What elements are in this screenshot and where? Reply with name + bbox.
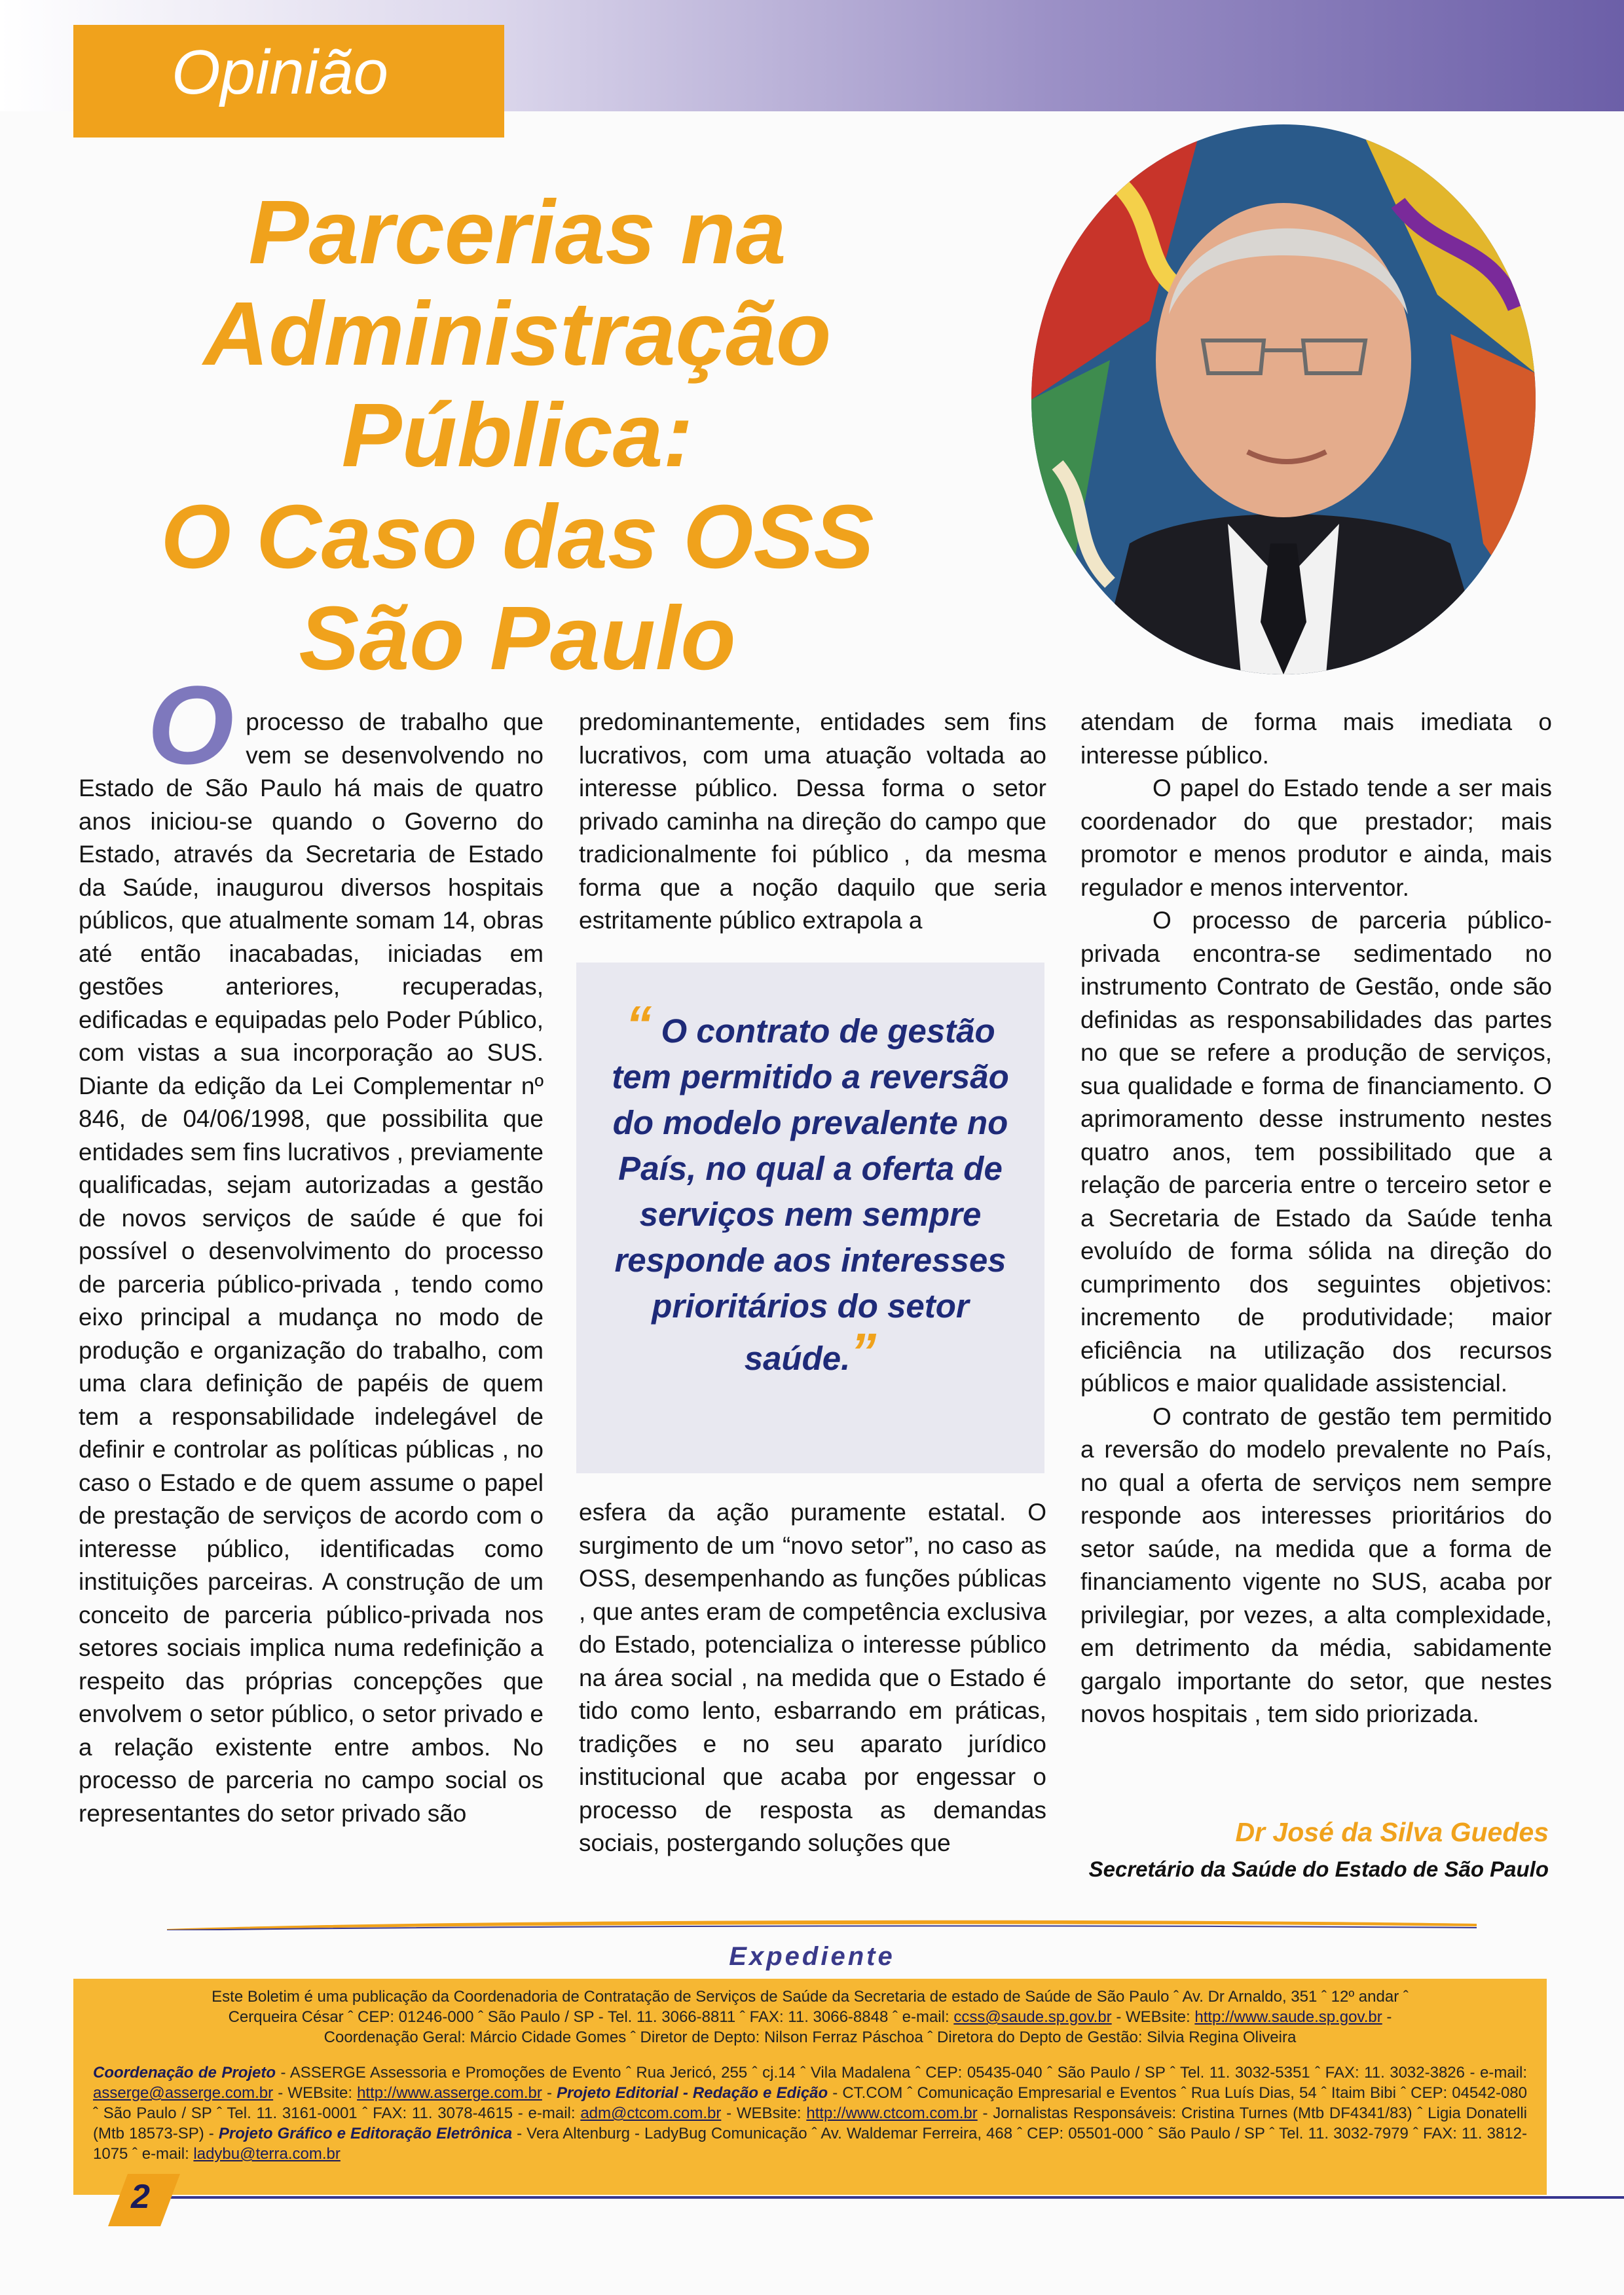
pull-quote-box xyxy=(576,963,1044,1473)
website-link[interactable]: http://www.saude.sp.gov.br xyxy=(1194,2008,1382,2026)
credit-text: - Jornalistas Responsáveis: Cristina Turnes (Mtb DF4341/83) ˆ Ligia Donatelli (Mtb 18573-SP) - xyxy=(93,2104,1527,2142)
article-column-2-top xyxy=(579,706,1046,938)
expediente-credits xyxy=(93,2063,1527,2164)
credit-label: Projeto Editorial - Redação e Edição xyxy=(557,2084,828,2102)
portrait-image xyxy=(1031,124,1536,674)
article-column-3 xyxy=(1080,706,1552,1731)
article-text: O papel do Estado tende a ser mais coordenador do que prestador; mais promotor e menos produtor e ainda, mais regulador e menos interventor. xyxy=(1080,775,1552,901)
expediente-title: Expediente xyxy=(729,1942,895,1971)
credit-text: - CT.COM ˆ Comunicação Empresarial e Eventos ˆ Rua Luís Dias, 54 ˆ Itaim Bibi ˆ CEP: 04542-080 ˆ São Paulo / SP ˆ Tel. 11. 3161-0001 ˆ FAX: 11. 3078-4615 - e-mail: xyxy=(93,2084,1528,2122)
title-line: Pública: xyxy=(341,385,693,486)
email-link[interactable]: adm@ctcom.com.br xyxy=(580,2104,722,2122)
author-portrait xyxy=(1031,124,1536,674)
divider-swoosh xyxy=(167,1917,1477,1930)
expediente-text: Cerqueira César ˆ CEP: 01246-000 ˆ São Paulo / SP - Tel. 11. 3066-8811 ˆ FAX: 11. 3066-8848 ˆ e-mail: xyxy=(228,2008,954,2026)
expediente-line: Coordenação Geral: Márcio Cidade Gomes ˆ Diretor de Depto: Nilson Ferraz Páschoa ˆ Diretora do Depto de Gestão: Silvia Regina Oliveira xyxy=(323,2029,1297,2046)
expediente-header xyxy=(93,1987,1527,2047)
quote-open-mark: “ xyxy=(625,995,652,1054)
author-title: Secretário da Saúde do Estado de São Paulo xyxy=(1088,1857,1549,1881)
email-link[interactable]: ccss@saude.sp.gov.br xyxy=(953,2008,1112,2026)
page-number: 2 xyxy=(131,2178,150,2216)
article-column-1 xyxy=(79,663,544,1830)
email-link[interactable]: ladybu@terra.com.br xyxy=(193,2145,341,2163)
credit-text: - WEBsite: xyxy=(273,2084,358,2102)
title-line: O Caso das OSS xyxy=(160,487,874,587)
credit-label: Coordenação de Projeto xyxy=(93,2064,276,2082)
website-link[interactable]: http://www.ctcom.com.br xyxy=(806,2104,978,2122)
article-title xyxy=(131,182,904,689)
expediente-line xyxy=(93,2007,1527,2027)
pull-quote-text: O contrato de gestão tem permitido a reversão do modelo prevalente no País, no qual a oferta de serviços nem sempre responde aos interesses prioritários do setor saúde. xyxy=(612,1012,1009,1377)
credit-text: - Vera Altenburg - LadyBug Comunicação ˆ Av. Waldemar Ferreira, 468 ˆ CEP: 05501-000 ˆ São Paulo / SP ˆ Tel. 11. 3032-7979 ˆ FAX: 11. 3812-1075 ˆ e-mail: xyxy=(93,2125,1527,2163)
title-line: São Paulo xyxy=(299,588,736,689)
title-line: Administração xyxy=(203,284,832,384)
credit-text: - ASSERGE Assessoria e Promoções de Evento ˆ Rua Jericó, 255 ˆ cj.14 ˆ Vila Madalena ˆ CEP: 05435-040 ˆ São Paulo / SP ˆ Tel. 11. 3032-5351 ˆ FAX: 11. 3032-3826 - e-mail: xyxy=(276,2064,1527,2082)
credit-text: - WEBsite: xyxy=(721,2104,807,2122)
article-column-2-bottom xyxy=(579,1496,1046,1860)
credit-label: Projeto Gráfico e Editoração Eletrônica xyxy=(218,2125,513,2142)
section-label: Opinião xyxy=(172,37,388,107)
title-line: Parcerias na xyxy=(248,182,786,283)
pull-quote xyxy=(596,995,1025,1382)
email-link[interactable]: asserge@asserge.com.br xyxy=(93,2084,274,2102)
website-link[interactable]: http://www.asserge.com.br xyxy=(357,2084,542,2102)
article-text: processo de trabalho que vem se desenvolvendo no Estado de São Paulo há mais de quatro anos iniciou-se quando o Governo do Estado, através da Secretaria de Estado da Saúde, inaugurou diversos hospitais públicos, que atualmente somam 14, obras até então inacabadas, iniciadas em gestões anteriores, recuperadas, edificadas e equipadas pelo Poder Público, com vistas a sua incorporação ao SUS. Diante da edição da Lei Complementar nº 846, de 04/06/1998, que possibilita que entidades sem fins lucrativos , previamente qualificadas, sejam autorizadas a gestão de novos serviços de saúde é que foi possível o desenvolvimento do processo de parceria público-privada , tendo como eixo principal a mudança no modo de produção e organização do trabalho, com uma clara definição de papéis de quem tem a responsabilidade indelegável de definir e controlar as políticas públicas , no caso o Estado e de quem assume o papel de prestação de serviços de acordo com o interesse público, identificadas como instituições parceiras. A construção de um conceito de parceria público-privada nos setores sociais implica numa redefinição a respeito das próprias concepções que envolvem o setor público, o setor privado e a relação existente entre ambos. No processo de parceria no campo social os representantes do setor privado são xyxy=(79,708,544,1827)
article-text: esfera da ação puramente estatal. O surgimento de um “novo setor”, no caso as OSS, desempenhando as funções públicas , que antes eram de competência exclusiva do Estado, potencializa o interesse público na área social , na medida que o Estado é tido como lento, esbarrando em práticas, tradições e no seu aparato jurídico institucional que acaba por engessar o processo de resposta as demandas sociais, postergando soluções que xyxy=(579,1499,1046,1856)
footer-rule xyxy=(144,2196,1624,2199)
article-text: predominantemente, entidades sem fins lucrativos, com uma atuação voltada ao interesse público. Dessa forma o setor privado caminha na direção do campo que tradicionalmente foi público , da mesma forma que a noção daquilo que seria estritamente público extrapola a xyxy=(579,708,1046,934)
expediente-box xyxy=(73,1979,1547,2195)
dropcap-letter: O xyxy=(147,663,234,788)
article-text: O contrato de gestão tem permitido a reversão do modelo prevalente no País, no qual a oferta de serviços nem sempre responde aos interesses prioritários do setor saúde, na medida que a forma de financiamento vigente no SUS, acaba por privilegiar, por vezes, a alta complexidade, em detrimento da média, sabidamente gargalo importante do setor, que nestes novos hospitais , tem sido priorizada. xyxy=(1080,1403,1552,1727)
article-text: O processo de parceria público-privada encontra-se sedimentado no instrumento Contrato de Gestão, onde são definidas as responsabilidades das partes no que se refere a produção de serviços, sua qualidade e forma de financiamento. O aprimoramento desse instrumento nestes quatro anos, tem possibilitado que a relação de parceria entre o terceiro setor e a Secretaria de Estado da Saúde tenha evoluído de forma sólida na direção do cumprimento dos seguintes objetivos: incremento de produtividade; maior eficiência na utilização dos recursos públicos e maior qualidade assistencial. xyxy=(1080,907,1552,1397)
expediente-text: - xyxy=(1382,2008,1392,2026)
expediente-line: Este Boletim é uma publicação da Coordenadoria de Contratação de Serviços de Saúde da Secretaria de estado de Saúde de São Paulo ˆ Av. Dr Arnaldo, 351 ˆ 12º andar ˆ xyxy=(212,1988,1409,2006)
expediente-text: - WEBsite: xyxy=(1111,2008,1195,2026)
article-paragraph xyxy=(79,663,544,1830)
article-text: atendam de forma mais imediata o interesse público. xyxy=(1080,708,1552,769)
credit-text: - xyxy=(542,2084,557,2102)
section-tag xyxy=(73,25,504,138)
author-name: Dr José da Silva Guedes xyxy=(1235,1817,1549,1847)
quote-close-mark: ” xyxy=(850,1323,877,1381)
